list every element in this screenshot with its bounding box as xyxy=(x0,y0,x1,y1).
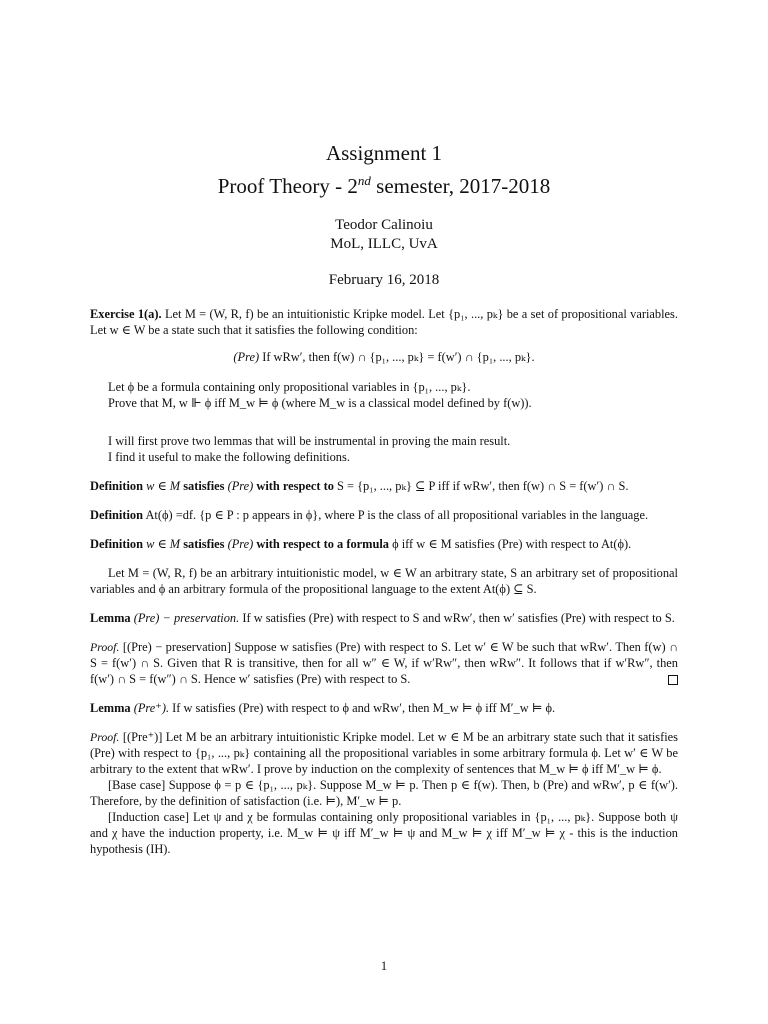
lemma-name: (Pre⁺). xyxy=(133,701,170,715)
proof-induction-case: [Induction case] Let ψ and χ be formulas containing only propositional variables in {p₁, ..., pₖ}. Suppose both ψ and χ have the induction property, i.e. M_w ⊨ ψ iff M′_w ⊨ ψ and M_w ⊨ χ iff M′_w ⊨ χ - this is the induction hypothesis (IH). xyxy=(90,810,678,856)
proof-label: Proof. xyxy=(90,730,120,744)
definition-fragment: w ∈ M xyxy=(146,537,184,551)
proof-preservation xyxy=(90,639,678,687)
proof-pre-plus xyxy=(90,729,678,777)
pre-condition xyxy=(90,349,678,365)
definition-fragment: satisfies xyxy=(183,537,225,551)
exercise-let-line: Let ϕ be a formula containing only propositional variables in {p₁, ..., pₖ}. xyxy=(108,380,471,394)
proof-label: Proof. xyxy=(90,640,120,654)
subtitle-suffix: semester, 2017-2018 xyxy=(370,174,551,198)
definition-3 xyxy=(90,536,678,552)
document-subtitle xyxy=(0,167,768,200)
author-name: Teodor Calinoiu xyxy=(335,217,433,233)
definition-fragment: satisfies xyxy=(183,479,225,493)
definition-1 xyxy=(90,478,678,494)
setup-paragraph: Let M = (W, R, f) be an arbitrary intuitionistic model, w ∈ W an arbitrary state, S an arbitrary set of propositional variables and ϕ an arbitrary formula of the propositional language to the extent At(ϕ) ⊆ S. xyxy=(90,566,678,596)
definition-fragment: with respect to xyxy=(256,479,334,493)
definition-fragment: w ∈ M xyxy=(146,479,184,493)
pre-condition-label: (Pre) xyxy=(233,350,260,364)
proof-text: [(Pre) − preservation] Suppose w satisfies (Pre) with respect to S. Let w′ ∈ W be such that wRw′. Then f(w) ∩ S = f(w′) ∩ S. Given that R is transitive, then for all w″ ∈ W, if w′Rw″, then wRw″. It follows that if w′Rw″, then f(w′) ∩ S = f(w″) ∩ S. Hence w′ satisfies (Pre) with respect to S. xyxy=(90,640,678,686)
subtitle-superscript: nd xyxy=(357,173,371,188)
proof-text: [(Pre⁺)] Let M be an arbitrary intuitionistic Kripke model. Let w ∈ M be an arbitrary state such that it satisfies (Pre) with respect to {p₁, ..., pₖ} containing all the propositional variables in some arbitrary formula ϕ. Let w′ ∈ W be arbitrary to the extent that wRw′. I prove by induction on the complexity of sentences that M_w ⊨ ϕ iff M′_w ⊨ ϕ. xyxy=(90,730,678,776)
document-date: February 16, 2018 xyxy=(328,272,440,288)
lemma-text: If w satisfies (Pre) with respect to S and wRw′, then w′ satisfies (Pre) with respect to S. xyxy=(242,611,675,625)
exercise-text: Let M = (W, R, f) be an intuitionistic Kripke model. Let {p₁, ..., pₖ} be a set of propositional variables. Let w ∈ W be a state such that it satisfies the following condition: xyxy=(90,307,678,337)
intro-line-2: I find it useful to make the following definitions. xyxy=(108,450,350,464)
author-affiliation: MoL, ILLC, UvA xyxy=(330,236,438,252)
author-block xyxy=(0,216,768,254)
definition-2 xyxy=(90,507,678,523)
exercise-prove-line: Prove that M, w ⊩ ϕ iff M_w ⊨ ϕ (where M_w is a classical model defined by f(w)). xyxy=(108,396,532,410)
qed-square-icon xyxy=(668,675,678,685)
lemma-label: Lemma xyxy=(90,611,131,625)
document-body xyxy=(90,306,678,857)
exercise-statement xyxy=(90,306,678,338)
exercise-label: Exercise 1(a). xyxy=(90,307,162,321)
definition-label: Definition xyxy=(90,537,144,551)
definition-fragment: At(ϕ) =df. {p ∈ P : p appears in ϕ}, where P is the class of all propositional variables in the language. xyxy=(145,508,649,522)
pre-condition-text: If wRw′, then f(w) ∩ {p₁, ..., pₖ} = f(w′) ∩ {p₁, ..., pₖ}. xyxy=(262,350,535,364)
title-block xyxy=(0,140,768,290)
page-number: 1 xyxy=(380,959,388,973)
lemma-text: If w satisfies (Pre) with respect to ϕ and wRw′, then M_w ⊨ ϕ iff M′_w ⊨ ϕ. xyxy=(172,701,556,715)
lemma-pre-plus xyxy=(90,700,678,716)
intro-line-1: I will first prove two lemmas that will be instrumental in proving the main result. xyxy=(108,434,511,448)
definition-fragment: (Pre) xyxy=(224,479,257,493)
definition-fragment: S = {p₁, ..., pₖ} ⊆ P iff if wRw′, then f(w) ∩ S = f(w′) ∩ S. xyxy=(333,479,629,493)
definition-label: Definition xyxy=(90,479,144,493)
definition-fragment: (Pre) xyxy=(224,537,257,551)
lemma-name: (Pre) − preservation. xyxy=(133,611,240,625)
subtitle-prefix: Proof Theory - 2 xyxy=(217,174,358,198)
definition-fragment: ϕ iff w ∈ M satisfies (Pre) with respect to At(ϕ). xyxy=(389,537,632,551)
proof-base-case: [Base case] Suppose ϕ = p ∈ {p₁, ..., pₖ}. Suppose M_w ⊨ p. Then p ∈ f(w). Then, b (Pre) and wRw′, p ∈ f(w′). Therefore, by the definition of satisfaction (i.e. ⊨), M′_w ⊨ p. xyxy=(90,778,678,808)
definition-label: Definition xyxy=(90,508,144,522)
lemma-label: Lemma xyxy=(90,701,131,715)
definition-fragment: with respect to a formula xyxy=(256,537,389,551)
lemma-preservation xyxy=(90,610,678,626)
document-title: Assignment 1 xyxy=(325,141,443,165)
